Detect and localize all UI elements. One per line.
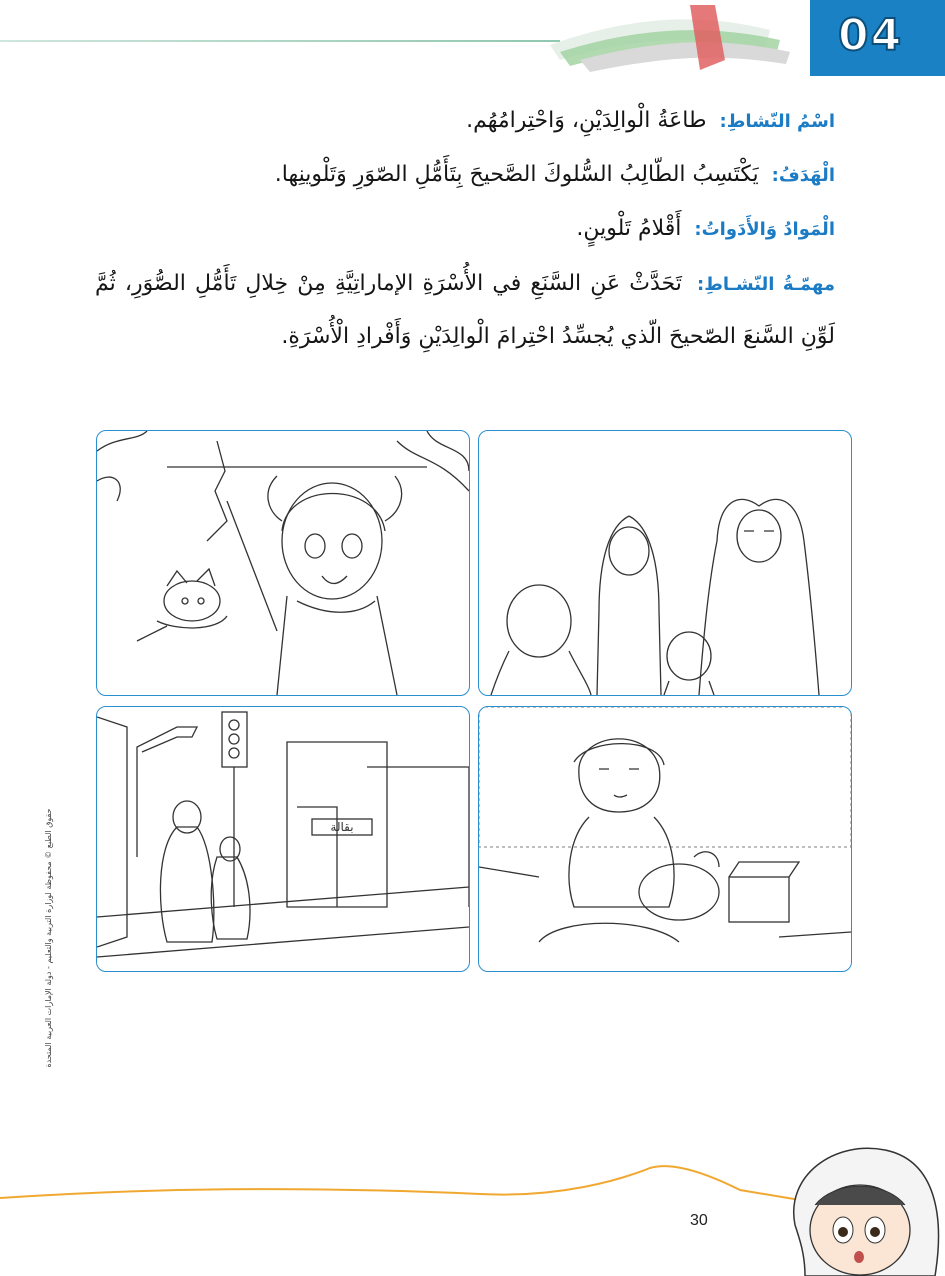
activity-goal-value: يَكْتَسِبُ الطّالِبُ السُّلوكَ الصَّحيحَ بِتَأَمُّلِ الصّوَرِ وَتَلْوينِها. [274, 162, 759, 187]
emirati-family-drawing [479, 431, 851, 695]
activity-materials-label: الْمَوادُ وَالأَدَواتُ: [694, 219, 835, 240]
page-number: 30 [690, 1212, 708, 1229]
activity-task-value: تَحَدَّثْ عَنِ السَّنَعِ في الأُسْرَةِ الإماراتِيَّةِ مِنْ خِلالِ تَأَمُّلِ الصُّوَرِ، ثُمَّ لَوِّنِ السَّنعَ الصّحيحَ الّذي يُجسِّدُ احْتِرامَ الْوالِدَيْنِ وَأَفْرادِ الْأُسْرَةِ. [95, 271, 835, 349]
mascot-boy-character [775, 1135, 945, 1276]
activity-name-label: اسْمُ النّشاطِ: [719, 111, 835, 132]
unit-number: 04 [838, 10, 904, 61]
illustration-emirati-family [478, 430, 852, 696]
header-rule [0, 40, 560, 42]
illustration-girl-with-cat [96, 430, 470, 696]
illustration-boy-with-lamb [478, 706, 852, 972]
activity-goal-label: الْهَدَفُ: [771, 165, 835, 186]
girl-with-cat-drawing [97, 431, 469, 695]
copyright-note: حقوق الطبع © محفوظة لوزارة التربية والتعليم - دولة الإمارات العربية المتحدة [44, 808, 53, 1068]
activity-name-line [466, 108, 835, 133]
illustration-grandfather-street [96, 706, 470, 972]
activity-materials-value: أَقْلامُ تَلْوينٍ. [576, 216, 682, 241]
activity-task-label: مهمّـةُ النّشـاطِ: [697, 274, 835, 295]
shop-sign-text: بقالة [330, 820, 354, 834]
activity-materials-line [576, 216, 835, 241]
grandfather-street-drawing [97, 707, 469, 971]
boy-with-lamb-drawing [479, 707, 851, 971]
activity-name-value: طاعَةُ الْوالِدَيْنِ، وَاحْتِرامُهُم. [466, 108, 707, 133]
uae-flag-ribbon [540, 0, 810, 80]
activity-goal-line [275, 162, 835, 187]
unit-number-badge [810, 0, 945, 76]
footer-curve-decoration [0, 1160, 800, 1220]
activity-task-paragraph [95, 258, 835, 363]
